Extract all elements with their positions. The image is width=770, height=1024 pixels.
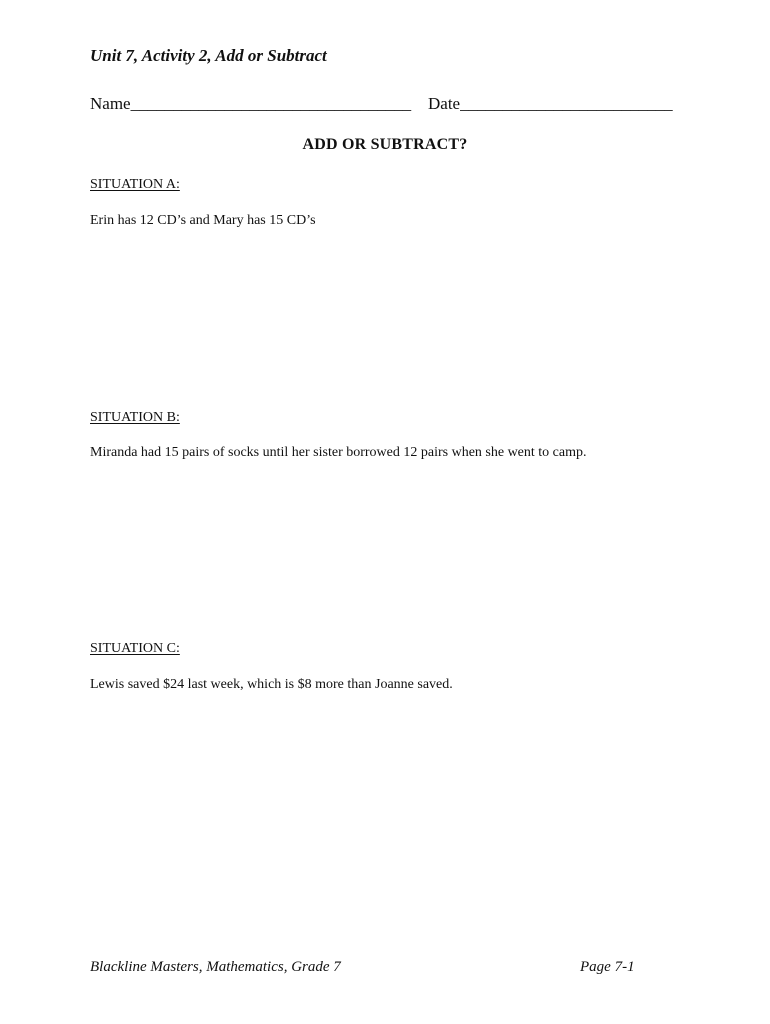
unit-activity-title: Unit 7, Activity 2, Add or Subtract (90, 46, 327, 65)
situation-a-text: Erin has 12 CD’s and Mary has 15 CD’s (90, 213, 316, 228)
page-heading: ADD OR SUBTRACT? (302, 136, 468, 153)
situation-c-label: SITUATION C: (90, 641, 180, 656)
situation-a-label: SITUATION A: (90, 177, 180, 192)
situation-c-text: Lewis saved $24 last week, which is $8 more than Joanne saved. (90, 677, 453, 692)
footer-page-number: Page 7-1 (580, 959, 635, 975)
situation-b-label: SITUATION B: (90, 410, 180, 425)
situation-b-text: Miranda had 15 pairs of socks until her sister borrowed 12 pairs when she went to camp. (90, 445, 587, 460)
name-field: Name_________________________________ (90, 94, 412, 113)
date-field: Date_________________________ (428, 94, 673, 113)
footer-source: Blackline Masters, Mathematics, Grade 7 (90, 959, 341, 975)
